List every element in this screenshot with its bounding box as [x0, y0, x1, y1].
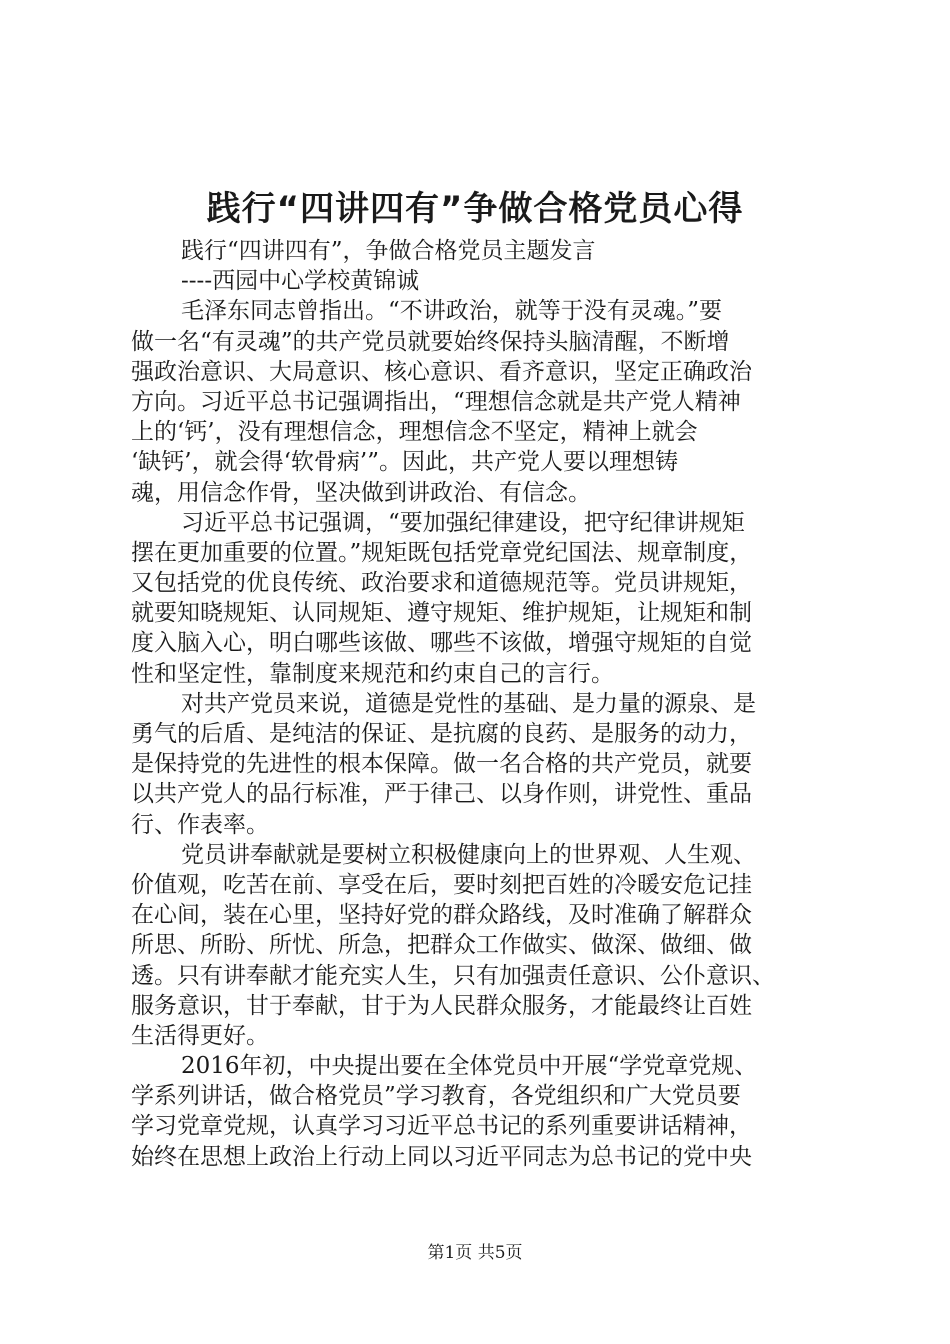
paragraph-line: 毛泽东同志曾指出。“不讲政治，就等于没有灵魂。”要	[181, 298, 723, 325]
paragraph-line: 价值观，吃苦在前、享受在后，要时刻把百姓的冷暖安危记挂	[131, 871, 752, 898]
paragraph-line: 所思、所盼、所忧、所急，把群众工作做实、做深、做细、做	[131, 932, 752, 959]
paragraph-line: 学习党章党规，认真学习习近平总书记的系列重要讲话精神，	[131, 1113, 752, 1140]
paragraph-line: 强政治意识、大局意识、核心意识、看齐意识，坚定正确政治	[131, 358, 752, 385]
paragraph-line: 始终在思想上政治上行动上同以习近平同志为总书记的党中央	[131, 1143, 752, 1170]
subtitle: 践行“四讲四有”，争做合格党员主题发言	[181, 238, 596, 264]
paragraph-line: 勇气的后盾、是纯洁的保证、是抗腐的良药、是服务的动力，	[131, 721, 752, 747]
paragraph-line: 行、作表率。	[131, 811, 269, 838]
paragraph-line: 性和坚定性，靠制度来规范和约束自己的言行。	[131, 660, 614, 687]
paragraph-line: 2016年初，中央提出要在全体党员中开展“学党章党规、	[181, 1053, 758, 1080]
document-body	[131, 236, 831, 1172]
paragraph-line: 生活得更好。	[131, 1022, 269, 1049]
author-line: ----西园中心学校黄锦诚	[181, 268, 420, 295]
paragraph-line: 是保持党的先进性的根本保障。做一名合格的共产党员，就要	[131, 751, 752, 778]
paragraph-line: 习近平总书记强调，“要加强纪律建设，把守纪律讲规矩	[181, 509, 745, 536]
paragraph-line: 魂，用信念作骨，坚决做到讲政治、有信念。	[131, 479, 591, 506]
paragraph-line: 服务意识，甘于奉献，甘于为人民群众服务，才能最终让百姓	[131, 992, 752, 1019]
paragraph-line: 度入脑入心，明白哪些该做、哪些不该做，增强守规矩的自觉	[131, 630, 752, 657]
paragraph-line: 就要知晓规矩、认同规矩、遵守规矩、维护规矩，让规矩和制	[131, 600, 752, 627]
paragraph-line: 摆在更加重要的位置。”规矩既包括党章党纪国法、规章制度，	[131, 539, 753, 566]
paragraph-line: 党员讲奉献就是要树立积极健康向上的世界观、人生观、	[181, 841, 756, 868]
paragraph-line: 做一名“有灵魂”的共产党员就要始终保持头脑清醒，不断增	[131, 328, 730, 355]
paragraph-line: 对共产党员来说，道德是党性的基础、是力量的源泉、是	[181, 690, 756, 717]
page-footer: 第1页 共5页	[427, 1243, 523, 1263]
paragraph-line: 又包括党的优良传统、政治要求和道德规范等。党员讲规矩，	[131, 570, 752, 597]
paragraph-line: 在心间，装在心里，坚持好党的群众路线，及时准确了解群众	[131, 902, 752, 929]
document-title: 践行“四讲四有”争做合格党员心得	[206, 189, 744, 229]
paragraph-line: 以共产党人的品行标准，严于律己、以身作则，讲党性、重品	[131, 781, 752, 808]
paragraph-line: ‘缺钙’，就会得‘软骨病’”。因此，共产党人要以理想铸	[131, 449, 679, 476]
paragraph-line: 学系列讲话，做合格党员”学习教育，各党组织和广大党员要	[131, 1083, 741, 1110]
paragraph-line: 透。只有讲奉献才能充实人生，只有加强责任意识、公仆意识、	[131, 962, 775, 989]
paragraph-line: 方向。习近平总书记强调指出，“理想信念就是共产党人精神	[131, 388, 741, 415]
paragraph-line: 上的‘钙’，没有理想信念，理想信念不坚定，精神上就会	[131, 419, 698, 446]
